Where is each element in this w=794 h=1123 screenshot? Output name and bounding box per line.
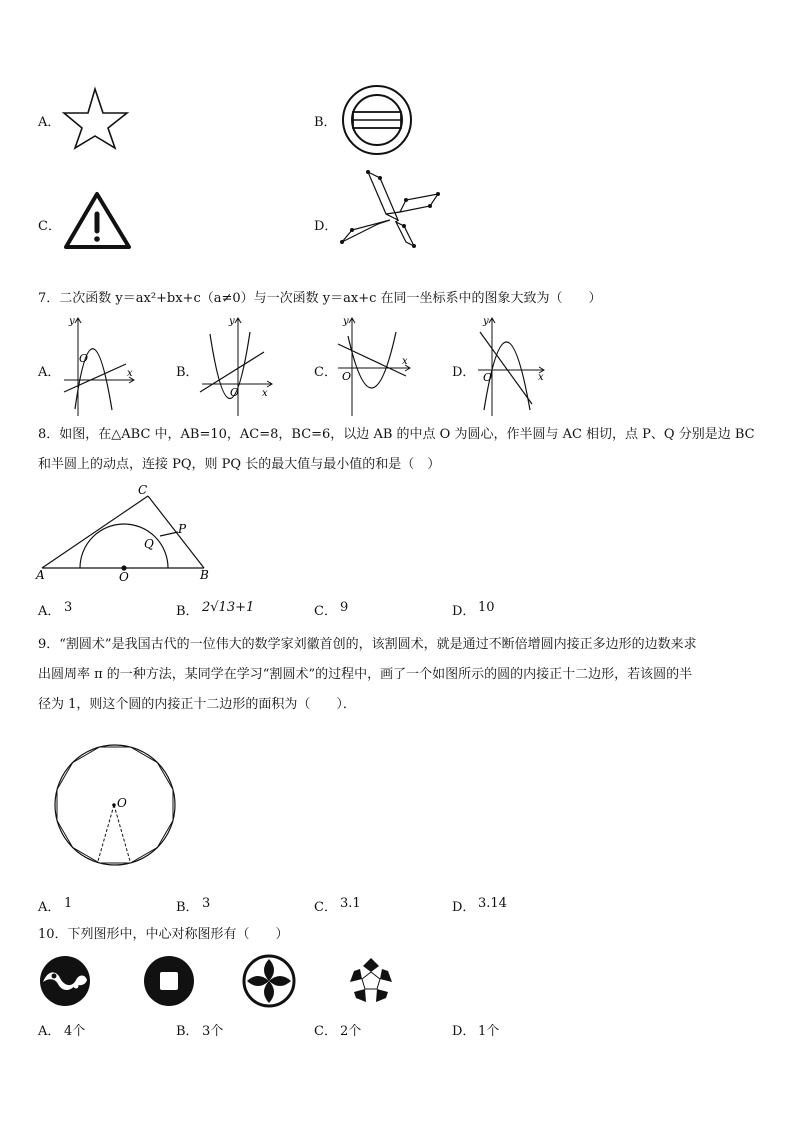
q8-option-b-value: 2√13+1 [202, 600, 255, 615]
q7-graph-d [474, 314, 554, 418]
q7-option-c-label: C． [314, 365, 337, 380]
q6-warning-triangle-figure [64, 190, 132, 250]
q10-coin-figure [142, 954, 196, 1008]
q10-option-d-value: 1个 [478, 1024, 500, 1039]
q7-graph-b [198, 314, 278, 418]
q10-option-c-label: C． [314, 1024, 337, 1039]
q7-d-origin-label: O [483, 371, 493, 384]
q9-stem-line3: 径为 1，则这个圆的内接正十二边形的面积为（ ）． [38, 697, 356, 712]
q7-option-b-label: B． [176, 365, 199, 380]
q9-option-d-label: D． [452, 900, 476, 915]
q9-option-d-value: 3.14 [478, 896, 507, 911]
q6-pinwheel-figure [338, 168, 444, 248]
q7-a-y-label: y [69, 316, 75, 327]
q8-option-c-label: C． [314, 604, 337, 619]
q7-graph-a [60, 314, 140, 418]
q8-stem-line2: 和半圆上的动点，连接 PQ，则 PQ 长的最大值与最小值的和是（ ） [38, 457, 441, 472]
q10-option-a-value: 4个 [64, 1024, 86, 1039]
q7-b-y-label: y [229, 316, 235, 327]
q7-option-a-label: A． [38, 365, 61, 380]
q8-label-o: O [119, 570, 129, 584]
q7-b-origin-label: O [230, 386, 240, 399]
q7-b-x-label: x [262, 388, 268, 399]
q8-stem-line1: 8．如图，在△ABC 中，AB=10，AC=8，BC=6，以边 AB 的中点 O 为圆心，作半圆与 AC 相切，点 P、Q 分别是边 BC [38, 427, 755, 442]
q7-c-origin-label: O [342, 370, 352, 383]
q7-stem: 7．二次函数 y＝ax²+bx+c（a≠0）与一次函数 y＝ax+c 在同一坐标系中的图象大致为（ ） [38, 291, 602, 306]
q9-dodecagon-figure [50, 744, 180, 868]
q9-option-a-label: A． [38, 900, 61, 915]
q7-option-d-label: D． [452, 365, 476, 380]
q8-label-p: P [178, 522, 187, 536]
q9-option-a-value: 1 [64, 896, 73, 911]
q8-label-b: B [200, 568, 209, 582]
q9-stem-line1: 9．“割圆术”是我国古代的一位伟大的数学家刘徽首创的，该割圆术，就是通过不断倍增圆内接正多边形的边数来求 [38, 637, 697, 652]
q8-option-b-label: B． [176, 604, 199, 619]
q8-option-a-label: A． [38, 604, 61, 619]
q9-option-b-value: 3 [202, 896, 211, 911]
q10-option-b-label: B． [176, 1024, 199, 1039]
q10-option-c-value: 2个 [340, 1024, 362, 1039]
q10-option-d-label: D． [452, 1024, 476, 1039]
q9-label-o: O [117, 796, 127, 810]
q6-option-c-label: C． [38, 219, 61, 234]
q10-wave-circle-figure [38, 954, 92, 1008]
q10-stem: 10．下列图形中，中心对称图形有（ ） [38, 927, 289, 942]
q8-option-c-value: 9 [340, 600, 349, 615]
q8-label-q: Q [144, 537, 154, 551]
q6-option-b-label: B． [314, 115, 337, 130]
q6-star-figure [64, 86, 130, 150]
q8-option-d-value: 10 [478, 600, 495, 615]
q8-label-a: A [36, 568, 45, 582]
q6-ring-figure [340, 84, 414, 156]
q9-option-c-label: C． [314, 900, 337, 915]
q10-pentagon-flower-figure [344, 956, 398, 1008]
q7-a-x-label: x [127, 368, 133, 379]
q7-d-y-label: y [483, 316, 489, 327]
q9-stem-line2: 出圆周率 π 的一种方法，某同学在学习“割圆术”的过程中，画了一个如图所示的圆的内接正十二边形，若该圆的半 [38, 667, 693, 682]
q9-option-b-label: B． [176, 900, 199, 915]
q8-option-a-value: 3 [64, 600, 73, 615]
q8-triangle-figure [36, 482, 216, 582]
q8-option-d-label: D． [452, 604, 476, 619]
q6-option-d-label: D． [314, 219, 338, 234]
q9-option-c-value: 3.1 [340, 896, 361, 911]
q8-label-c: C [138, 483, 148, 497]
q6-option-a-label: A． [38, 115, 61, 130]
q7-c-y-label: y [343, 316, 349, 327]
q10-option-b-value: 3个 [202, 1024, 224, 1039]
q10-option-a-label: A． [38, 1024, 61, 1039]
q7-c-x-label: x [402, 356, 408, 367]
q7-d-x-label: x [538, 372, 544, 383]
q10-petal-circle-figure [242, 954, 296, 1008]
q7-a-origin-label: O [79, 352, 89, 365]
q7-graph-c [334, 314, 414, 418]
